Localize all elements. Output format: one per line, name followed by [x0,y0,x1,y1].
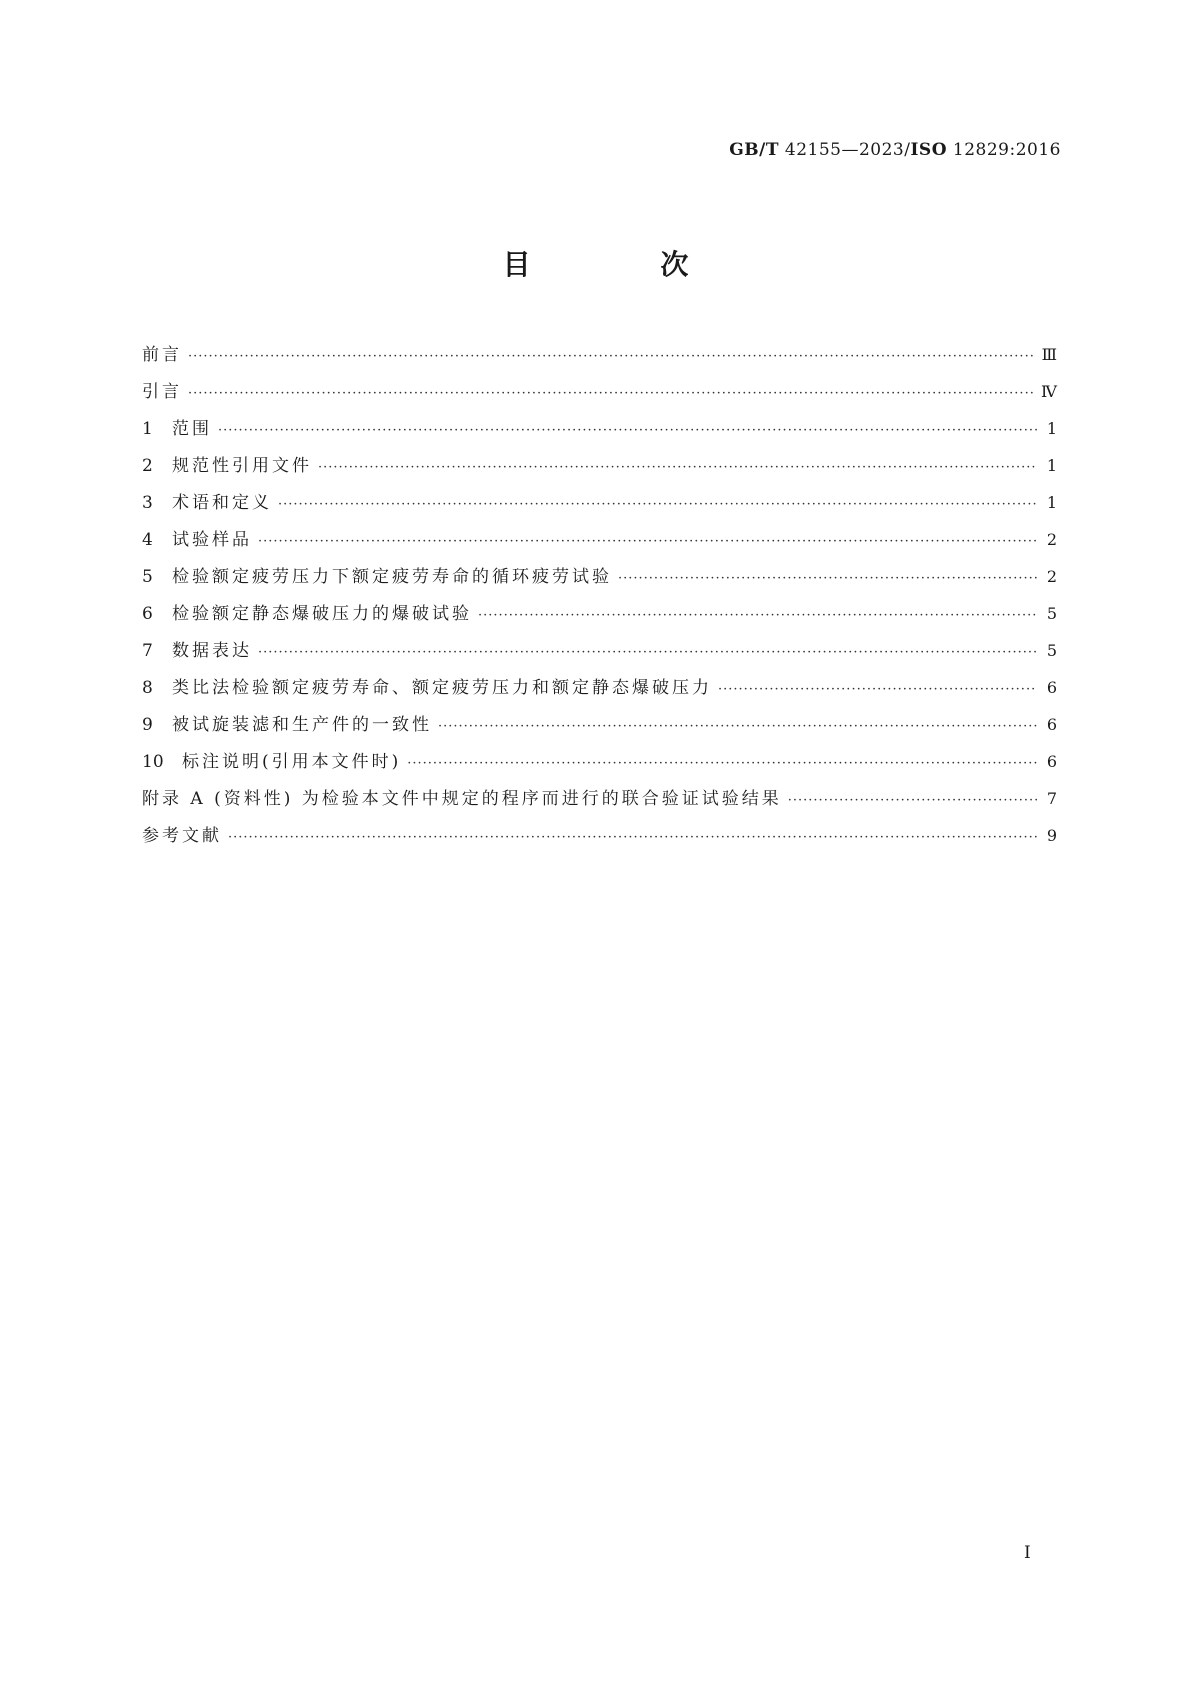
toc-entry-page: 6 [1046,715,1057,734]
standard-prefix: GB/T [729,140,779,160]
toc-entry-number: 10 [142,752,164,772]
page-title: 目 次 [502,248,749,281]
toc-entry-title: 附录 A (资料性) 为检验本文件中规定的程序而进行的联合验证试验结果 [142,789,782,809]
toc-leader-dots [188,375,1035,412]
toc-leader-dots [218,412,1037,449]
toc-entry-title: 标注说明(引用本文件时) [182,752,402,772]
toc-entry[interactable] [142,373,1057,410]
toc-leader-dots [618,560,1037,597]
toc-entry[interactable] [142,632,1057,669]
toc-entry-page: 2 [1046,567,1057,586]
toc-entry-number: 9 [142,715,153,735]
toc-leader-dots [407,745,1037,782]
toc-entry-number: 6 [142,604,153,624]
toc-entry-title: 被试旋装滤和生产件的一致性 [172,715,432,735]
toc-entry-page: 1 [1046,493,1057,512]
toc-leader-dots [718,671,1037,708]
toc-entry-number: 4 [142,530,153,550]
toc-entry-title: 范围 [172,419,212,439]
toc-leader-dots [318,449,1037,486]
toc-entry-page: 5 [1046,604,1057,623]
toc-leader-dots [278,486,1037,523]
page-number: I [1024,1543,1031,1563]
toc-entry-number: 2 [142,456,153,476]
toc-entry[interactable] [142,743,1057,780]
table-of-contents [142,336,1057,854]
toc-entry-title: 引言 [142,382,182,402]
toc-entry[interactable] [142,410,1057,447]
toc-entry[interactable] [142,484,1057,521]
toc-entry-number: 7 [142,641,153,661]
toc-entry-number: 8 [142,678,153,698]
toc-entry[interactable] [142,817,1057,854]
toc-entry-title: 检验额定静态爆破压力的爆破试验 [172,604,472,624]
toc-entry-number: 1 [142,419,153,439]
toc-leader-dots [258,523,1037,560]
toc-entry-title: 规范性引用文件 [172,456,312,476]
toc-entry[interactable] [142,780,1057,817]
toc-entry-page: 6 [1046,678,1057,697]
toc-entry-title: 试验样品 [172,530,252,550]
iso-prefix: ISO [910,140,948,160]
iso-number: 12829:2016 [947,140,1061,160]
toc-entry-title: 术语和定义 [172,493,272,513]
standard-number [729,140,1061,160]
toc-entry-title: 前言 [142,345,182,365]
toc-entry-title: 类比法检验额定疲劳寿命、额定疲劳压力和额定静态爆破压力 [172,678,712,698]
toc-entry[interactable] [142,447,1057,484]
toc-entry[interactable] [142,558,1057,595]
toc-entry-title: 数据表达 [172,641,252,661]
toc-entry-page: 1 [1046,456,1057,475]
toc-entry-title: 检验额定疲劳压力下额定疲劳寿命的循环疲劳试验 [172,567,612,587]
toc-leader-dots [478,597,1037,634]
toc-leader-dots [438,708,1037,745]
toc-leader-dots [228,819,1037,856]
toc-leader-dots [788,782,1037,819]
toc-entry-page: 1 [1046,419,1057,438]
toc-entry-page: 6 [1046,752,1057,771]
toc-entry[interactable] [142,706,1057,743]
toc-entry-page: Ⅳ [1041,382,1057,401]
toc-entry[interactable] [142,336,1057,373]
standard-number-main: 42155—2023/ [778,140,911,160]
toc-leader-dots [258,634,1037,671]
toc-entry-title: 参考文献 [142,826,222,846]
toc-entry[interactable] [142,521,1057,558]
toc-entry[interactable] [142,595,1057,632]
toc-entry-page: 7 [1046,789,1057,808]
toc-entry-number: 5 [142,567,153,587]
toc-entry-page: 2 [1046,530,1057,549]
toc-entry[interactable] [142,669,1057,706]
toc-entry-number: 3 [142,493,153,513]
toc-leader-dots [188,338,1036,375]
toc-entry-page: 5 [1046,641,1057,660]
toc-entry-page: 9 [1046,826,1057,845]
toc-entry-page: Ⅲ [1041,345,1057,364]
